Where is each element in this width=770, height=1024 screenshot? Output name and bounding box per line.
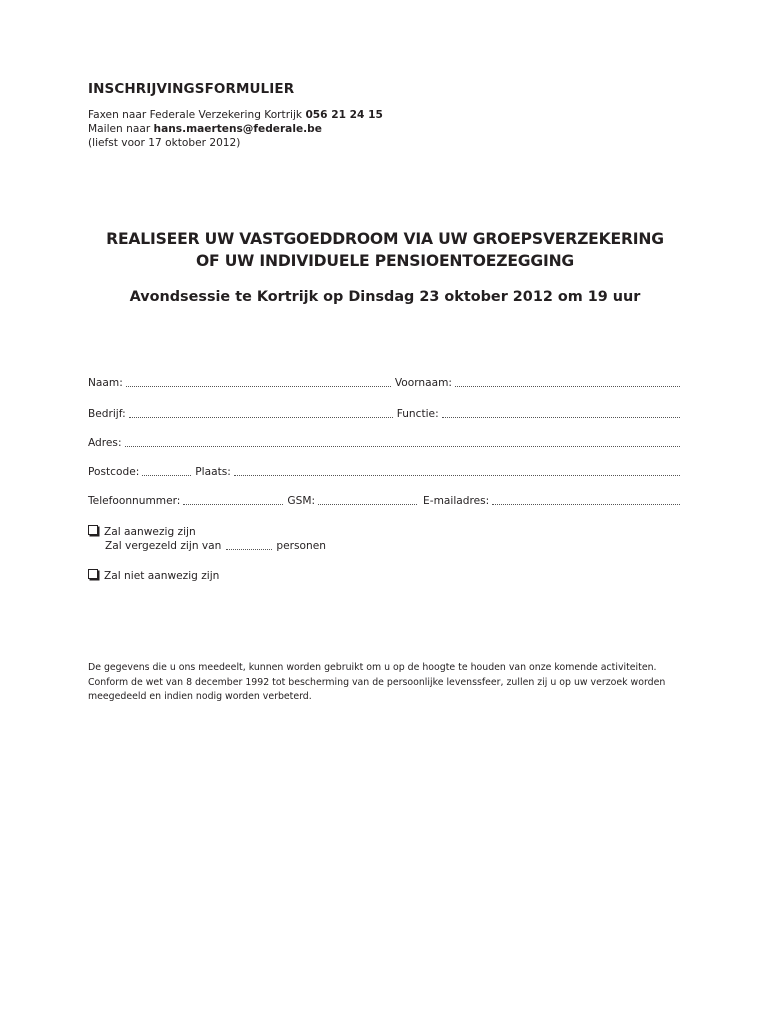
fax-label: Faxen naar Federale Verzekering Kortrijk — [88, 109, 306, 121]
mail-address: hans.maertens@federale.be — [153, 123, 322, 135]
postcode-field[interactable] — [142, 474, 191, 476]
functie-field[interactable] — [442, 416, 680, 418]
main-title-line1: REALISEER UW VASTGOEDDROOM VIA UW GROEPSVERZEKERING — [106, 230, 664, 248]
naam-label: Naam: — [88, 377, 123, 389]
accompanied-line — [105, 540, 326, 552]
fax-line — [88, 108, 383, 122]
row-bedrijf — [88, 408, 684, 420]
option-absent[interactable] — [88, 569, 219, 582]
disclaimer-line-2: Conform de wet van 8 december 1992 tot bescherming van de persoonlijke levenssfeer, zullen zij u op uw verzoek worden — [88, 676, 666, 688]
main-title-line2: OF UW INDIVIDUELE PENSIOENTOEZEGGING — [195, 252, 575, 270]
accompanied-suffix: personen — [276, 540, 326, 552]
disclaimer-line-1: De gegevens die u ons meedeelt, kunnen worden gebruikt om u op de hoogte te houden van onze komende activiteiten. — [88, 662, 657, 673]
gsm-label: GSM: — [287, 495, 316, 507]
fax-number: 056 21 24 15 — [305, 109, 383, 121]
row-postcode — [88, 466, 684, 478]
row-telefoon — [88, 495, 684, 507]
functie-label: Functie: — [396, 408, 439, 420]
naam-field[interactable] — [126, 385, 391, 387]
voornaam-field[interactable] — [455, 385, 680, 387]
telefoon-label: Telefoonnummer: — [88, 495, 181, 507]
mail-line — [88, 122, 322, 136]
form-title: INSCHRIJVINGSFORMULIER — [88, 81, 295, 97]
option-present[interactable] — [88, 525, 196, 538]
deadline-note: (liefst voor 17 oktober 2012) — [88, 137, 241, 149]
privacy-disclaimer — [88, 661, 665, 705]
option-absent-label: Zal niet aanwezig zijn — [104, 570, 220, 582]
accompanied-label: Zal vergezeld zijn van — [105, 540, 222, 552]
voornaam-label: Voornaam: — [394, 377, 452, 389]
adres-label: Adres: — [88, 437, 122, 449]
accompanied-count-field[interactable] — [226, 548, 272, 550]
gsm-field[interactable] — [318, 503, 417, 505]
plaats-field[interactable] — [234, 474, 680, 476]
postcode-label: Postcode: — [88, 466, 140, 478]
option-present-label: Zal aanwezig zijn — [104, 526, 196, 538]
plaats-label: Plaats: — [195, 466, 231, 478]
disclaimer-line-3: meegedeeld en indien nodig worden verbeterd. — [88, 691, 312, 702]
row-naam — [88, 377, 684, 389]
bedrijf-label: Bedrijf: — [88, 408, 126, 420]
bedrijf-field[interactable] — [129, 416, 393, 418]
checkbox-present[interactable] — [88, 525, 98, 535]
row-adres — [88, 437, 684, 449]
telefoon-field[interactable] — [183, 503, 283, 505]
mail-label: Mailen naar — [88, 123, 154, 135]
adres-field[interactable] — [125, 445, 680, 447]
email-label: E-mailadres: — [423, 495, 490, 507]
session-subtitle: Avondsessie te Kortrijk op Dinsdag 23 oktober 2012 om 19 uur — [129, 289, 641, 305]
email-field[interactable] — [492, 503, 680, 505]
checkbox-absent[interactable] — [88, 569, 98, 579]
